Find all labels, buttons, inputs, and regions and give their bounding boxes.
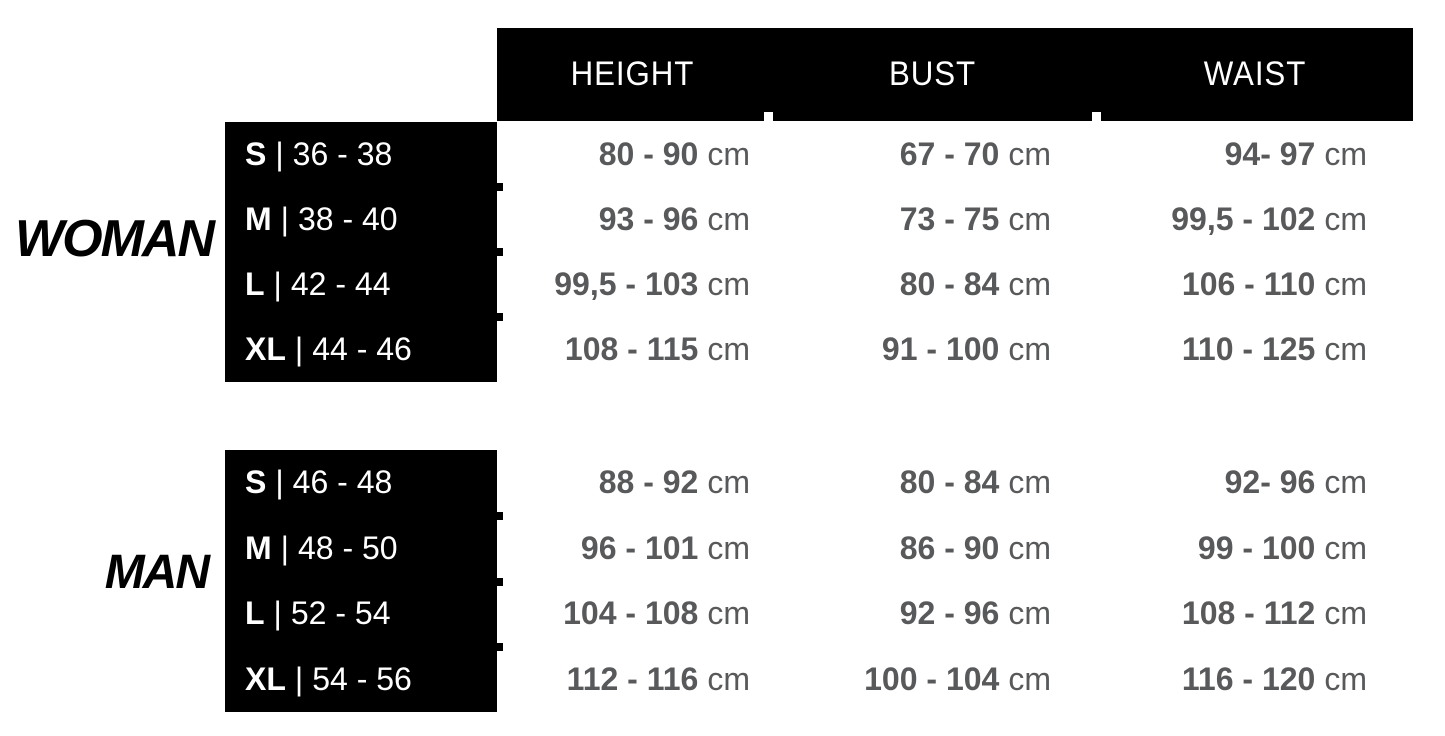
unit-label: cm <box>1324 595 1367 631</box>
size-value: M <box>245 201 272 237</box>
bust-value: 73 - 75 <box>899 201 1000 237</box>
woman-size-box <box>225 122 497 382</box>
unit-label: cm <box>707 266 750 302</box>
size-separator: | <box>294 331 304 367</box>
size-row <box>225 187 497 252</box>
unit-label: cm <box>1008 201 1051 237</box>
size-range: 46 - 48 <box>292 464 393 501</box>
bust-value: 92 - 96 <box>899 595 1000 631</box>
size-value: L <box>245 595 265 632</box>
data-row-man-xl <box>497 647 1367 712</box>
waist-cell <box>1051 317 1367 382</box>
bust-cell <box>750 581 1051 646</box>
waist-value: 99 - 100 <box>1197 530 1316 566</box>
unit-label: cm <box>1324 266 1367 302</box>
unit-label: cm <box>1008 331 1051 367</box>
unit-label: cm <box>707 331 750 367</box>
size-value: S <box>245 136 267 172</box>
height-value: 108 - 115 <box>564 331 699 367</box>
bust-cell <box>750 122 1051 187</box>
waist-cell <box>1051 581 1367 646</box>
unit-label: cm <box>707 136 750 172</box>
table-header <box>497 28 1413 121</box>
unit-label: cm <box>1324 530 1367 566</box>
column-header-waist: WAIST <box>1203 55 1307 93</box>
bust-value: 80 - 84 <box>899 266 1000 302</box>
unit-label: cm <box>707 595 750 631</box>
unit-label: cm <box>707 530 750 566</box>
data-row-woman-l <box>497 252 1367 317</box>
height-cell <box>497 647 750 712</box>
bust-value: 86 - 90 <box>899 530 1000 566</box>
data-row-woman-s <box>497 122 1367 187</box>
column-header-bust: BUST <box>888 55 977 93</box>
column-header-height: HEIGHT <box>570 55 695 93</box>
unit-label: cm <box>1324 661 1367 697</box>
size-row <box>225 317 497 382</box>
height-value: 88 - 92 <box>598 464 699 500</box>
bust-value: 100 - 104 <box>864 661 1000 697</box>
unit-label: cm <box>1324 201 1367 237</box>
unit-label: cm <box>707 661 750 697</box>
size-row <box>225 252 497 317</box>
unit-label: cm <box>1324 464 1367 500</box>
data-row-man-s <box>497 450 1367 515</box>
unit-label: cm <box>707 201 750 237</box>
size-separator: | <box>275 136 284 172</box>
bust-cell <box>750 317 1051 382</box>
data-row-woman-m <box>497 187 1367 252</box>
bust-cell <box>750 450 1051 515</box>
group-label-woman: WOMAN <box>15 210 213 268</box>
size-range: 42 - 44 <box>290 266 391 302</box>
unit-label: cm <box>1008 136 1051 172</box>
waist-cell <box>1051 122 1367 187</box>
size-row <box>225 647 497 713</box>
size-separator: | <box>275 464 284 501</box>
size-range: 52 - 54 <box>290 595 391 632</box>
waist-value: 99,5 - 102 <box>1171 201 1316 237</box>
size-separator: | <box>273 266 282 302</box>
waist-value: 106 - 110 <box>1181 266 1316 302</box>
data-row-woman-xl <box>497 317 1367 382</box>
height-cell <box>497 516 750 581</box>
waist-cell <box>1051 252 1367 317</box>
height-value: 96 - 101 <box>580 530 699 566</box>
size-range: 36 - 38 <box>292 136 393 172</box>
bust-value: 91 - 100 <box>881 331 1000 367</box>
waist-value: 94- 97 <box>1224 136 1316 172</box>
height-cell <box>497 187 750 252</box>
height-value: 104 - 108 <box>563 595 699 631</box>
data-row-man-l <box>497 581 1367 646</box>
size-value: XL <box>245 660 286 697</box>
bust-cell <box>750 647 1051 712</box>
header-column-seam <box>1092 112 1101 121</box>
waist-cell <box>1051 647 1367 712</box>
size-value: XL <box>245 331 286 367</box>
size-row <box>225 450 497 516</box>
size-row <box>225 516 497 582</box>
waist-value: 92- 96 <box>1224 464 1316 500</box>
height-cell <box>497 317 750 382</box>
group-label-man: MAN <box>104 546 208 599</box>
size-separator: | <box>273 595 282 632</box>
waist-cell <box>1051 187 1367 252</box>
unit-label: cm <box>1008 266 1051 302</box>
size-range: 48 - 50 <box>297 529 398 566</box>
size-separator: | <box>294 660 304 697</box>
size-row <box>225 581 497 647</box>
height-cell <box>497 252 750 317</box>
unit-label: cm <box>1324 136 1367 172</box>
size-row <box>225 122 497 187</box>
height-value: 80 - 90 <box>598 136 699 172</box>
height-value: 99,5 - 103 <box>554 266 699 302</box>
unit-label: cm <box>1008 530 1051 566</box>
bust-cell <box>750 252 1051 317</box>
unit-label: cm <box>1324 331 1367 367</box>
unit-label: cm <box>1008 661 1051 697</box>
height-value: 112 - 116 <box>566 661 699 697</box>
waist-cell <box>1051 516 1367 581</box>
bust-cell <box>750 516 1051 581</box>
size-value: M <box>245 529 272 566</box>
waist-value: 108 - 112 <box>1181 595 1316 631</box>
waist-cell <box>1051 450 1367 515</box>
bust-cell <box>750 187 1051 252</box>
header-column-seam <box>764 112 773 121</box>
unit-label: cm <box>1008 464 1051 500</box>
size-range: 54 - 56 <box>312 660 412 697</box>
size-value: S <box>245 464 267 501</box>
height-cell <box>497 450 750 515</box>
height-value: 93 - 96 <box>598 201 699 237</box>
man-size-box <box>225 450 497 712</box>
height-cell <box>497 581 750 646</box>
size-range: 38 - 40 <box>297 201 398 237</box>
size-separator: | <box>280 529 289 566</box>
size-value: L <box>245 266 265 302</box>
waist-value: 110 - 125 <box>1181 331 1316 367</box>
bust-value: 80 - 84 <box>899 464 1000 500</box>
bust-value: 67 - 70 <box>899 136 1000 172</box>
waist-value: 116 - 120 <box>1181 661 1316 697</box>
unit-label: cm <box>1008 595 1051 631</box>
size-separator: | <box>280 201 289 237</box>
size-range: 44 - 46 <box>312 331 412 367</box>
height-cell <box>497 122 750 187</box>
data-row-man-m <box>497 516 1367 581</box>
unit-label: cm <box>707 464 750 500</box>
